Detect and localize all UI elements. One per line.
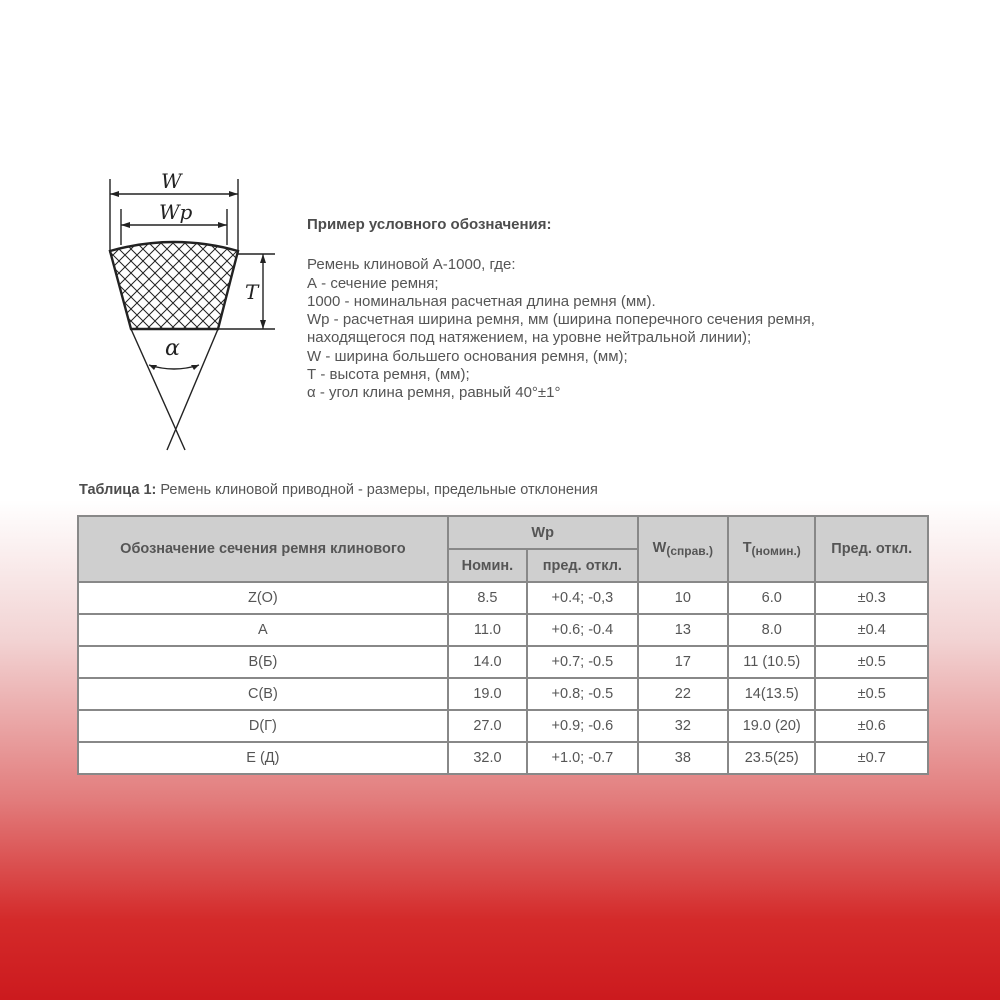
cell-section: C(B) xyxy=(79,679,447,709)
caption-text: Ремень клиновой приводной - размеры, предельные отклонения xyxy=(156,482,598,498)
cell-section: B(Б) xyxy=(79,647,447,677)
cell-w: 17 xyxy=(639,647,727,677)
belt-dimensions-table xyxy=(77,515,929,775)
cell-deviation: ±0.3 xyxy=(816,583,927,613)
table-row xyxy=(79,711,927,741)
header-designation: Обозначение сечения ремня клинового xyxy=(79,517,447,581)
cell-wp-tolerance: +0.6; -0.4 xyxy=(528,615,637,645)
cell-deviation: ±0.5 xyxy=(816,647,927,677)
cell-wp-tolerance: +0.8; -0.5 xyxy=(528,679,637,709)
cell-deviation: ±0.7 xyxy=(816,743,927,773)
wp-label: Wp xyxy=(159,200,193,224)
cell-section: Z(O) xyxy=(79,583,447,613)
cell-wp-tolerance: +0.7; -0.5 xyxy=(528,647,637,677)
header-w: $W_{(справ.)}$ xyxy=(639,517,727,581)
header-t: $T_{(номин.)}$ xyxy=(729,517,814,581)
example-line: Ремень клиновой А-1000, где: xyxy=(307,256,516,274)
cell-wp-nominal: 14.0 xyxy=(449,647,526,677)
w-label: W xyxy=(161,169,182,193)
example-line: находящегося под натяжением, на уровне нейтральной линии); xyxy=(307,329,752,347)
cell-deviation: ±0.5 xyxy=(816,679,927,709)
table-row xyxy=(79,615,927,645)
cell-section: A xyxy=(79,615,447,645)
cell-w: 38 xyxy=(639,743,727,773)
header-wp: Wp xyxy=(449,517,637,548)
cell-deviation: ±0.6 xyxy=(816,711,927,741)
table-row xyxy=(79,743,927,773)
header-wp-nominal: Номин. xyxy=(449,550,526,581)
cell-wp-nominal: 11.0 xyxy=(449,615,526,645)
cell-section: E (Д) xyxy=(79,743,447,773)
cell-section: D(Г) xyxy=(79,711,447,741)
cell-wp-nominal: 27.0 xyxy=(449,711,526,741)
header-wp-tolerance: пред. откл. xyxy=(528,550,637,581)
cell-t: 8.0 xyxy=(729,615,814,645)
example-line: α - угол клина ремня, равный 40°±1° xyxy=(307,384,561,402)
designation-example xyxy=(307,216,947,403)
alpha-label: α xyxy=(165,336,180,361)
cell-w: 10 xyxy=(639,583,727,613)
cell-wp-nominal: 32.0 xyxy=(449,743,526,773)
caption-label: Таблица 1: xyxy=(79,482,157,498)
cell-wp-tolerance: +1.0; -0.7 xyxy=(528,743,637,773)
example-line: Wp - расчетная ширина ремня, мм (ширина поперечного сечения ремня, xyxy=(307,311,815,329)
cell-wp-tolerance: +0.4; -0,3 xyxy=(528,583,637,613)
cell-w: 32 xyxy=(639,711,727,741)
cell-w: 13 xyxy=(639,615,727,645)
cell-t: 14(13.5) xyxy=(729,679,814,709)
cell-t: 23.5(25) xyxy=(729,743,814,773)
example-title: Пример условного обозначения: xyxy=(307,216,552,233)
table-row xyxy=(79,583,927,613)
example-line: Т - высота ремня, (мм); xyxy=(307,366,470,384)
header-deviation: Пред. откл. xyxy=(816,517,927,581)
cell-wp-nominal: 8.5 xyxy=(449,583,526,613)
table-row xyxy=(79,679,927,709)
cell-t: 6.0 xyxy=(729,583,814,613)
example-line: W - ширина большего основания ремня, (мм); xyxy=(307,347,628,365)
cell-wp-nominal: 19.0 xyxy=(449,679,526,709)
cell-deviation: ±0.4 xyxy=(816,615,927,645)
t-label: T xyxy=(245,280,259,304)
table-caption xyxy=(79,482,598,498)
cell-t: 11 (10.5) xyxy=(729,647,814,677)
cell-t: 19.0 (20) xyxy=(729,711,814,741)
example-line: 1000 - номинальная расчетная длина ремня (мм). xyxy=(307,292,656,310)
cell-w: 22 xyxy=(639,679,727,709)
example-line: А - сечение ремня; xyxy=(307,274,439,292)
belt-cross-section-diagram xyxy=(95,165,295,465)
table-row xyxy=(79,647,927,677)
cell-wp-tolerance: +0.9; -0.6 xyxy=(528,711,637,741)
